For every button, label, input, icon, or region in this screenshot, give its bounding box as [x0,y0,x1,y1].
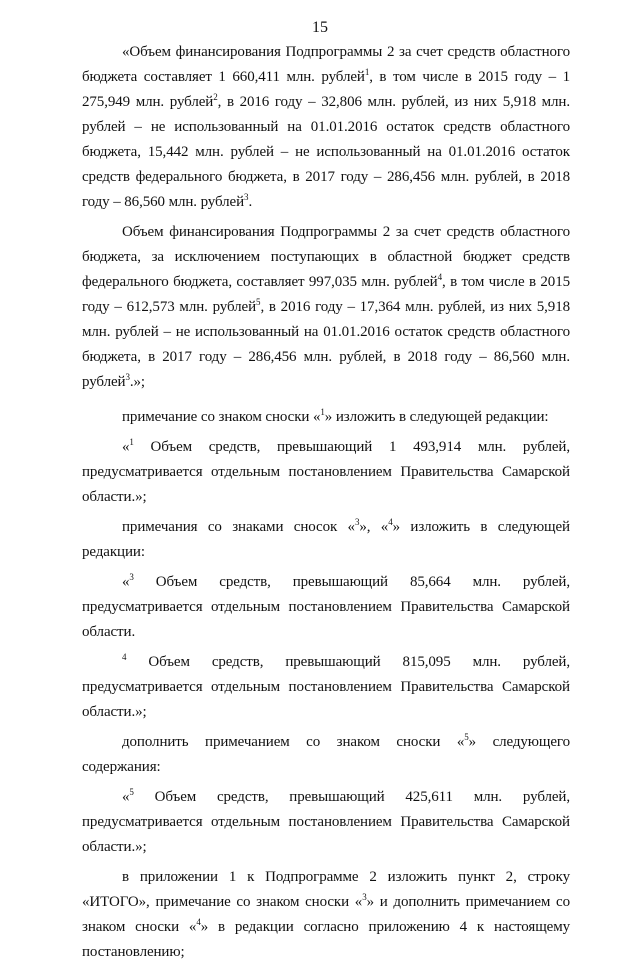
paragraph-footnotes-3-4-instruction [82,515,570,565]
text-run: «Объем финансирования Подпрограммы 2 за счет средств областного бюджета составляет 1 660,411 млн. рублей [82,44,570,85]
text-run: » изложить в следующей редакции: [82,519,570,560]
text-run: » следующего содержания: [82,734,570,775]
text-run: Объем средств, превышающий 1 493,914 млн. рублей, предусматривается отдельным постановлением Правительства Самарской области.»; [82,439,570,505]
footnote-mark: 1 [364,67,370,77]
text-run: » и дополнить примечанием со знаком сноски « [82,894,570,935]
page-number: 15 [312,19,328,36]
footnote-mark: 3 [129,572,134,582]
document-body [82,40,570,965]
text-run: « [122,789,130,805]
text-run: « [122,439,130,455]
footnote-mark: 1 [320,407,325,417]
footnote-mark: 3 [354,517,360,527]
footnote-mark: 3 [362,892,367,902]
footnote-mark: 1 [129,437,134,447]
paragraph-subprogram-funding [82,40,570,215]
footnote-mark: 5 [256,297,261,307]
text-run: , в том числе в 2015 году – 612,573 млн. рублей [82,274,570,315]
footnote-mark: 5 [129,787,134,797]
text-run: , в 2016 году – 17,364 млн. рублей, из них 5,918 млн. рублей – не использованный на 01.01.2016 остаток средств областного бюджета, в 2017 году – 286,456 млн. рублей, в 2018 году – 86,560 млн. рублей [82,299,571,390]
text-run: », « [359,519,389,535]
text-run: примечания со знаками сносок « [122,519,355,535]
paragraph-footnote-4-text [82,650,570,725]
text-run: Объем средств, превышающий 815,095 млн. рублей, предусматривается отдельным постановлением Правительства Самарской области.»; [82,654,570,720]
text-run: Объем средств, превышающий 425,611 млн. рублей, предусматривается отдельным постановлением Правительства Самарской области.»; [82,789,570,855]
paragraph-footnote-1-text [82,435,570,510]
footnote-mark: 3 [125,372,130,382]
paragraph-footnote-3-text [82,570,570,645]
paragraph-appendix-instruction [82,865,570,965]
footnote-mark: 4 [196,917,201,927]
text-run: .»; [129,374,145,390]
footnote-mark: 3 [244,192,249,202]
paragraph-footnote-5-instruction [82,730,570,780]
footnote-mark: 4 [388,517,393,527]
footnote-mark: 4 [437,272,443,282]
paragraph-footnote-1-instruction [82,405,570,430]
text-run: » изложить в следующей редакции: [324,409,549,425]
text-run: , в 2016 году – 32,806 млн. рублей, из них 5,918 млн. рублей – не использованный на 01.01.2016 остаток средств областного бюджета, 15,442 млн. рублей – не использованный на 01.01.2016 остаток средств федерального бюджета, в 2017 году – 286,456 млн. рублей, в 2018 году – 86,560 млн. рублей [82,94,571,210]
footnote-mark: 5 [464,732,469,742]
text-run: дополнить примечанием со знаком сноски « [122,734,465,750]
text-run: примечание со знаком сноски « [122,409,321,425]
text-run: , в том числе в 2015 году – 1 275,949 млн. рублей [82,69,570,110]
text-run: « [122,574,130,590]
paragraph-funding-excluding-federal [82,220,570,395]
text-run: в приложении 1 к Подпрограмме 2 изложить пункт 2, строку «ИТОГО», примечание со знаком сноски « [82,869,570,910]
text-run: » в редакции согласно приложению 4 к настоящему постановлению; [82,919,570,960]
footnote-mark: 4 [122,652,127,662]
footnote-mark: 2 [213,92,218,102]
text-run: Объем средств, превышающий 85,664 млн. рублей, предусматривается отдельным постановлением Правительства Самарской области. [82,574,570,640]
text-run: Объем финансирования Подпрограммы 2 за счет средств областного бюджета, за исключением поступающих в областной бюджет средств федерального бюджета, составляет 997,035 млн. рублей [82,224,570,290]
paragraph-footnote-5-text [82,785,570,860]
text-run: . [248,194,253,210]
